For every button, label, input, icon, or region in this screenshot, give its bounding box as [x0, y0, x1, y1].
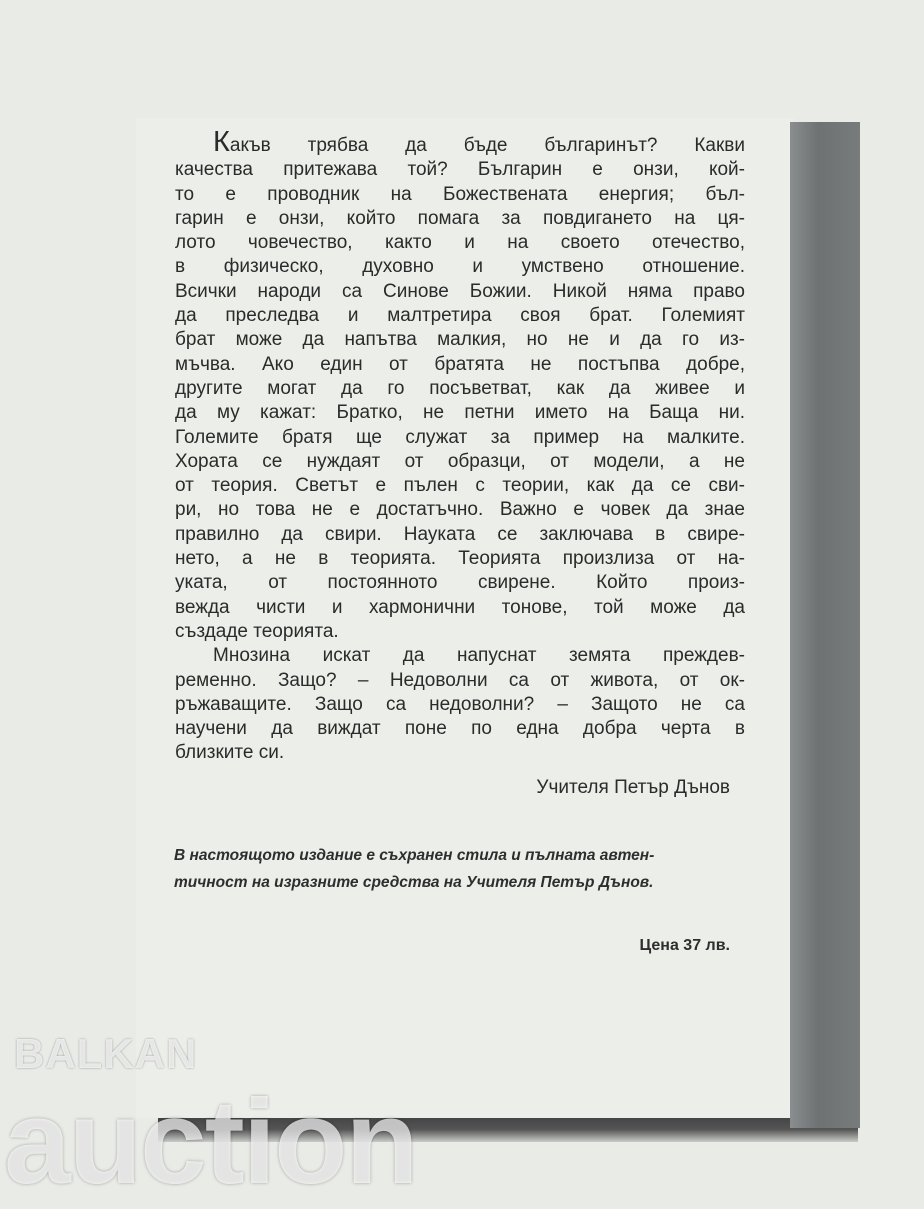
text-line: другите могат да го посъветват, как да живее и	[175, 377, 745, 399]
text-line: Всички народи са Синове Божии. Никой няма право	[175, 280, 745, 302]
note-line: В настоящото издание е съхранен стила и пълната автен-	[174, 847, 655, 864]
author-signature: Учителя Петър Дънов	[536, 777, 730, 798]
drop-cap: К	[213, 126, 230, 158]
text-line: уката, от постоянното свирене. Който произ-	[175, 572, 745, 594]
text-line: вежда чисти и хармонични тонове, той може да	[175, 596, 745, 618]
text-line: ри, но това не е достатъчно. Важно е човек да знае	[175, 499, 745, 521]
edition-note	[174, 842, 744, 896]
text-line: в физическо, духовно и умствено отношение.	[175, 256, 745, 278]
body-text	[175, 126, 745, 766]
text-line: качества притежава той? Българин е онзи, кой-	[175, 159, 745, 181]
text-line	[175, 126, 745, 158]
text-line: Големите братя ще служат за пример на малките.	[175, 426, 745, 448]
price-label: Цена 37 лв.	[639, 937, 730, 954]
text-line: лото човечество, както и на своето отечество,	[175, 232, 745, 254]
note-line: тичност на изразните средства на Учителя Петър Дънов.	[174, 874, 654, 891]
text-line-rest: акъв трябва да бъде българинът? Какви	[229, 135, 745, 156]
watermark-auction: auction	[4, 1075, 417, 1209]
text-line: Мнозина искат да напуснат земята преждев-	[213, 645, 745, 667]
text-line: ръжаващите. Защо са недоволни? – Защото не са	[175, 693, 745, 715]
book-spine	[790, 122, 860, 1128]
text-line: правилно да свири. Науката се заключава в свире-	[175, 523, 745, 545]
text-line: гарин е онзи, който помага за повдигането на ця-	[175, 207, 745, 229]
text-line: от теория. Светът е пълен с теории, как да се сви-	[175, 475, 745, 497]
text-line: мъчва. Ако един от братята не постъпва добре,	[175, 353, 745, 375]
text-line: Хората се нуждаят от образци, от модели, а не	[175, 450, 745, 472]
text-line: да му кажат: Братко, не петни името на Баща ни.	[175, 402, 745, 424]
text-line: то е проводник на Божествената енергия; бъл-	[175, 183, 745, 205]
text-line: близките си.	[175, 742, 285, 764]
text-line: нето, а не в теорията. Теорията произлиза от на-	[175, 548, 745, 570]
text-line: създаде теорията.	[175, 620, 339, 642]
text-line: научени да виждат поне по една добра черта в	[175, 718, 745, 740]
text-line: да преследва и малтретира своя брат. Големият	[175, 305, 745, 327]
text-line: ременно. Защо? – Недоволни са от живота, от ок-	[175, 669, 745, 691]
watermark-balkan: BALKAN	[14, 1030, 198, 1077]
text-line: брат може да напътва малкия, но не и да го из-	[175, 329, 745, 351]
